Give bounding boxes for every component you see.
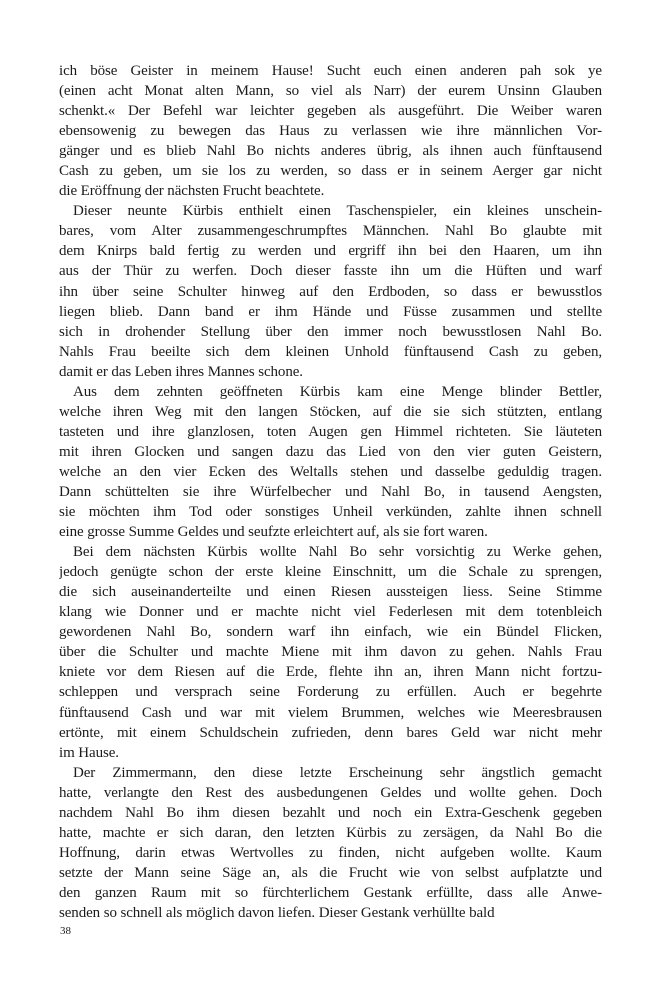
paragraph bbox=[59, 382, 602, 542]
text-line: fünftausend Cash und war mit vielem Brummen, welches wie Meeresbrausen bbox=[59, 704, 602, 721]
text-line: sich in drohender Stellung über den immer noch bewusstlosen Nahl Bo. bbox=[59, 323, 602, 340]
text-line: Cash zu geben, um sie los zu werden, so dass er in seinem Aerger gar nicht bbox=[59, 163, 602, 180]
text-line: senden so schnell als möglich davon liefen. Dieser Gestank verhüllte bald bbox=[59, 904, 495, 921]
text-line: Dieser neunte Kürbis enthielt einen Taschenspieler, ein kleines unschein- bbox=[73, 203, 602, 220]
text-line: tasteten und ihre glanzlosen, toten Augen gen Himmel richteten. Sie läuteten bbox=[59, 423, 602, 440]
text-line: liegen blieb. Dann band er ihm Hände und Füsse zusammen und stellte bbox=[59, 303, 602, 320]
text-line: schleppen und versprach seine Forderung zu erfüllen. Auch er begehrte bbox=[59, 684, 602, 701]
page-number: 38 bbox=[60, 925, 71, 937]
paragraph bbox=[59, 61, 602, 201]
text-line: die Eröffnung der nächsten Frucht beachtete. bbox=[59, 183, 325, 200]
text-line: aus der Thür zu werfen. Doch dieser fasste ihn um die Hüften und warf bbox=[59, 263, 602, 280]
page-text bbox=[59, 61, 602, 923]
text-line: jedoch genügte schon der erste kleine Einschnitt, um die Schale zu sprengen, bbox=[59, 564, 602, 581]
text-line: schenkt.« Der Befehl war leichter gegeben als ausgeführt. Die Weiber waren bbox=[59, 103, 602, 120]
text-line: ihn über seine Schulter hinweg auf den Erdboden, so dass er bewusstlos bbox=[59, 283, 602, 300]
text-line: mit ihren Glocken und sangen dazu das Lied von den vier guten Geistern, bbox=[59, 443, 602, 460]
text-line: im Hause. bbox=[59, 744, 119, 761]
text-line: Hoffnung, darin etwas Wertvolles zu finden, nicht aufgeben wollte. Kaum bbox=[59, 844, 602, 861]
text-line: ebensowenig zu bewegen das Haus zu verlassen wie ihre männlichen Vor- bbox=[59, 123, 602, 140]
text-line: klang wie Donner und er machte nicht viel Federlesen mit dem totenbleich bbox=[59, 604, 602, 621]
text-line: eine grosse Summe Geldes und seufzte erleichtert auf, als sie fort waren. bbox=[59, 524, 488, 541]
text-line: Nahls Frau beeilte sich dem kleinen Unhold fünftausend Cash zu geben, bbox=[59, 343, 602, 360]
text-line: über die Schulter und machte Miene mit ihm davon zu gehen. Nahls Frau bbox=[59, 644, 602, 661]
text-line: ich böse Geister in meinem Hause! Sucht euch einen anderen pah sok ye bbox=[59, 63, 602, 79]
text-line: kniete vor dem Riesen auf die Erde, flehte ihn an, ihren Mann nicht fortzu- bbox=[59, 664, 602, 681]
text-line: ertönte, mit einem Schuldschein zufrieden, denn bares Geld war nicht mehr bbox=[59, 724, 602, 741]
paragraph bbox=[59, 763, 602, 923]
text-line: damit er das Leben ihres Mannes schone. bbox=[59, 363, 303, 380]
text-line: hatte, verlangte den Rest des ausbedungenen Geldes und wollte gehen. Doch bbox=[59, 784, 602, 801]
text-line: dem Knirps bald fertig zu werden und ergriff ihn bei den Haaren, um ihn bbox=[59, 243, 602, 260]
text-line: (einen acht Monat alten Mann, so viel als Narr) der eurem Unsinn Glauben bbox=[59, 83, 602, 100]
text-line: welche ihren Weg mit den langen Stöcken, auf die sie sich stützten, entlang bbox=[59, 403, 602, 420]
text-line: sie möchten ihm Tod oder sonstiges Unheil verkünden, zahlte ihnen schnell bbox=[59, 504, 602, 521]
text-line: Dann schüttelten sie ihre Würfelbecher und Nahl Bo, in tausend Aengsten, bbox=[59, 483, 602, 500]
text-line: gewordenen Nahl Bo, sondern warf ihn einfach, wie ein Bündel Flicken, bbox=[59, 624, 602, 641]
paragraph bbox=[59, 201, 602, 381]
text-line: Der Zimmermann, den diese letzte Erscheinung sehr ängstlich gemacht bbox=[73, 764, 602, 781]
text-line: Aus dem zehnten geöffneten Kürbis kam eine Menge blinder Bettler, bbox=[73, 383, 602, 400]
text-line: hatte, machte er sich daran, den letzten Kürbis zu zersägen, da Nahl Bo die bbox=[59, 824, 602, 841]
text-line: nachdem Nahl Bo ihm diesen bezahlt und noch ein Extra-Geschenk gegeben bbox=[59, 804, 602, 821]
text-line: setzte der Mann seine Säge an, als die Frucht wie von selbst aufplatzte und bbox=[59, 864, 602, 881]
text-line: welche an den vier Ecken des Weltalls stehen und dasselbe geduldig tragen. bbox=[59, 463, 602, 480]
text-line: gänger und es blieb Nahl Bo nichts anderes übrig, als ihnen auch fünftausend bbox=[59, 143, 602, 160]
text-line: Bei dem nächsten Kürbis wollte Nahl Bo sehr vorsichtig zu Werke gehen, bbox=[73, 544, 602, 561]
text-line: die sich auseinanderteilte und einen Riesen aussteigen liess. Seine Stimme bbox=[59, 584, 602, 601]
paragraph bbox=[59, 542, 602, 763]
text-line: bares, vom Alter zusammengeschrumpftes Männchen. Nahl Bo glaubte mit bbox=[59, 223, 602, 240]
text-line: den ganzen Raum mit so fürchterlichem Gestank erfüllte, dass alle Anwe- bbox=[59, 884, 602, 901]
